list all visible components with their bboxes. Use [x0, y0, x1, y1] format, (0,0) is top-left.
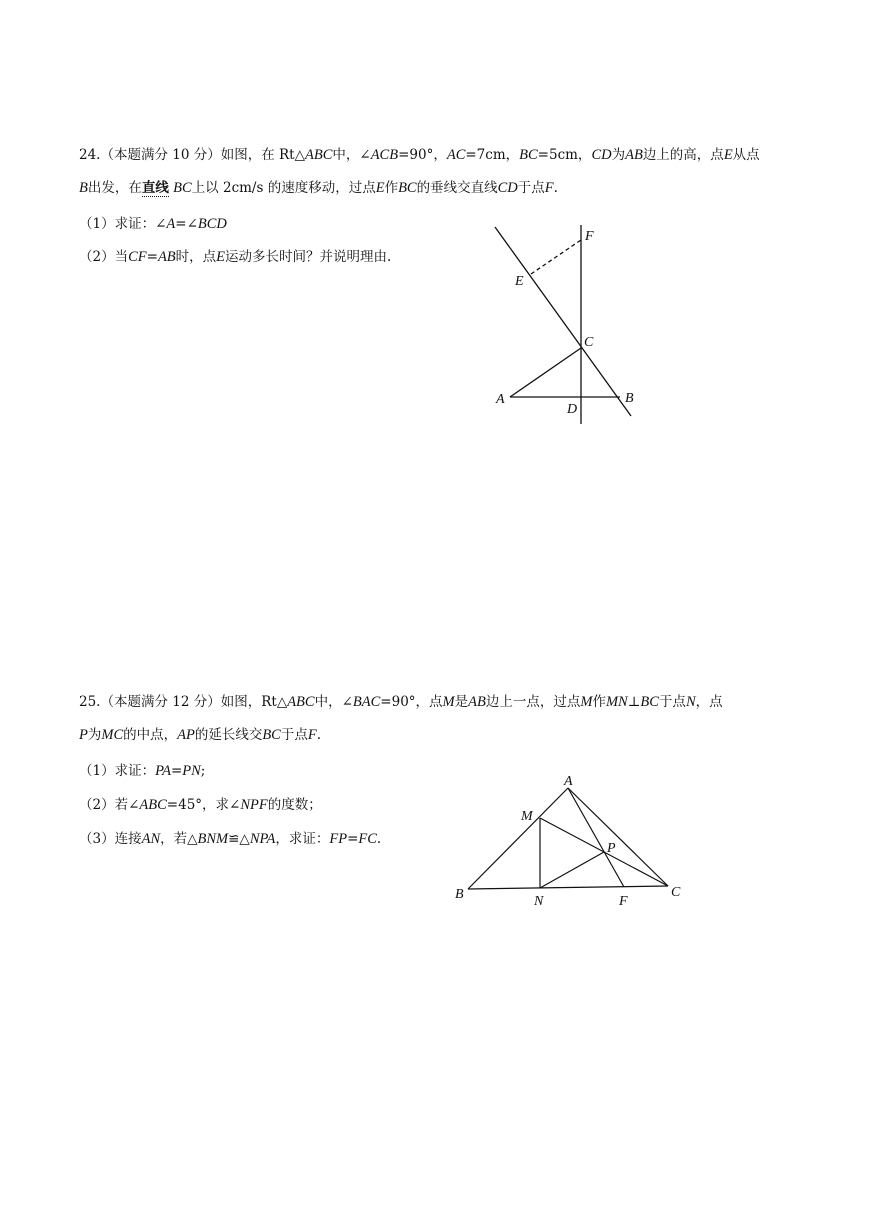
q25-text: （3）连接	[79, 831, 142, 847]
q24-text: 边上的高，点	[642, 147, 724, 163]
q25-text: 为	[87, 727, 102, 743]
label-b: B	[625, 391, 634, 406]
q25-text: =90°，点	[380, 694, 443, 710]
q24-var: CD	[497, 180, 518, 196]
q25-text: ≌△	[228, 831, 250, 847]
q24-text: =90°，	[398, 147, 447, 163]
q25-var: BAC	[352, 694, 381, 710]
q24-text: 从点	[732, 147, 760, 163]
segment-np	[540, 852, 604, 888]
q24-var: ACB	[370, 147, 399, 163]
q25-var: P	[79, 727, 88, 743]
label-f: F	[585, 229, 594, 244]
q25-text: （1）求证：	[79, 763, 156, 779]
q24-text: 24.（本题满分 10 分）如图，在 Rt△	[79, 147, 305, 163]
q25-var: BC	[262, 727, 281, 743]
q24-figure	[495, 225, 631, 424]
q25-text: =	[170, 763, 183, 779]
q24-text: =5cm，	[537, 147, 592, 163]
line-bc-extended	[495, 227, 631, 416]
q24-var: BC	[398, 180, 417, 196]
q24-text: =	[146, 249, 158, 265]
q25-text: 的延长线交	[194, 727, 263, 743]
q24-var: ABC	[305, 147, 333, 163]
segment-ac	[568, 788, 668, 886]
q24-text: 时，点	[175, 249, 217, 265]
segment-ef-dashed	[531, 240, 581, 274]
q25-var: ABC	[287, 694, 315, 710]
label-a: A	[564, 774, 573, 789]
q25-var: NPF	[240, 797, 268, 813]
q25-text: .	[376, 831, 382, 847]
q24-text: 作	[384, 180, 399, 196]
q25-var: F	[307, 727, 317, 743]
label-e: E	[515, 274, 524, 289]
q24-var: BC	[173, 180, 192, 196]
q25-text: 于点	[658, 694, 686, 710]
q25-text: 25.（本题满分 12 分）如图，Rt△	[79, 694, 288, 710]
label-f: F	[619, 894, 628, 909]
label-p: P	[607, 841, 616, 856]
q25-text: （2）若∠	[79, 797, 140, 813]
q24-text: （1）求证：∠	[79, 216, 167, 232]
segment-ac	[510, 348, 581, 397]
q25-text: 于点	[280, 727, 308, 743]
q24-text: 于点	[517, 180, 545, 196]
segment-ba	[468, 788, 568, 889]
q24-var: F	[544, 180, 554, 196]
q25-text: ;	[200, 763, 206, 779]
q25-figure	[468, 788, 668, 889]
q24-text: =∠	[175, 216, 198, 232]
q25-text: 中，∠	[314, 694, 353, 710]
q24-text: 出发，在	[87, 180, 142, 196]
q25-var: BC	[640, 694, 659, 710]
q25-text: 作	[592, 694, 606, 710]
label-c: C	[671, 885, 681, 900]
q25-text: ，点	[695, 694, 723, 710]
q24-var: A	[166, 216, 176, 232]
q24-text: 中，∠	[332, 147, 371, 163]
q25-var: FC	[358, 831, 377, 847]
q25-var: M	[442, 694, 455, 710]
q25-text: .	[316, 727, 322, 743]
q25-text: ，求证：	[275, 831, 330, 847]
q25-var: PA	[155, 763, 171, 779]
q25-var: MC	[101, 727, 124, 743]
q24-var: AB	[157, 249, 176, 265]
q24-text: 的垂线交直线	[416, 180, 498, 196]
label-c: C	[584, 335, 594, 350]
q25-var: AP	[177, 727, 195, 743]
label-b: B	[455, 887, 464, 902]
q25-var: FP	[329, 831, 348, 847]
q25-var: MN	[605, 694, 628, 710]
q25-var: BNM	[197, 831, 229, 847]
q24-text: 运动多长时间？并说明理由.	[225, 249, 392, 265]
label-d: D	[567, 402, 578, 417]
q24-var: B	[79, 180, 88, 196]
label-n: N	[534, 894, 544, 909]
q25-var: ABC	[139, 797, 167, 813]
q24-var: E	[723, 147, 733, 163]
q25-text: 的中点，	[123, 727, 178, 743]
q24-var: BCD	[197, 216, 227, 232]
q24-var: E	[375, 180, 385, 196]
q25-var: M	[580, 694, 593, 710]
q24-var: CF	[128, 249, 147, 265]
q25-var: NPA	[249, 831, 276, 847]
q25-text: 是	[454, 694, 469, 710]
q24-var: AC	[446, 147, 466, 163]
q25-text: =45°，求∠	[166, 797, 241, 813]
label-a: A	[496, 392, 505, 407]
q24-text: .	[553, 180, 558, 196]
q24-var: AB	[625, 147, 643, 163]
q25-var: AN	[141, 831, 161, 847]
q24-emphasis: 直线	[141, 180, 169, 196]
q24-text: 上以 2cm/s 的速度移动，过点	[191, 180, 376, 196]
q24-var: CD	[591, 147, 612, 163]
q25-var: PN	[182, 763, 201, 779]
q25-text: 边上一点，过点	[485, 694, 581, 710]
q25-text: ⊥	[627, 694, 641, 710]
q24-text: 为	[611, 147, 626, 163]
label-m: M	[521, 809, 533, 824]
q25-var: N	[685, 694, 696, 710]
segment-bc	[468, 886, 668, 889]
q24-var: E	[216, 249, 226, 265]
q25-text: =	[347, 831, 359, 847]
q24-text: （2）当	[79, 249, 129, 265]
q25-var: AB	[468, 694, 486, 710]
q25-text: 的度数；	[267, 797, 322, 813]
q24-var: BC	[519, 147, 538, 163]
q25-text: ，若△	[160, 831, 198, 847]
q24-text: =7cm，	[465, 147, 520, 163]
